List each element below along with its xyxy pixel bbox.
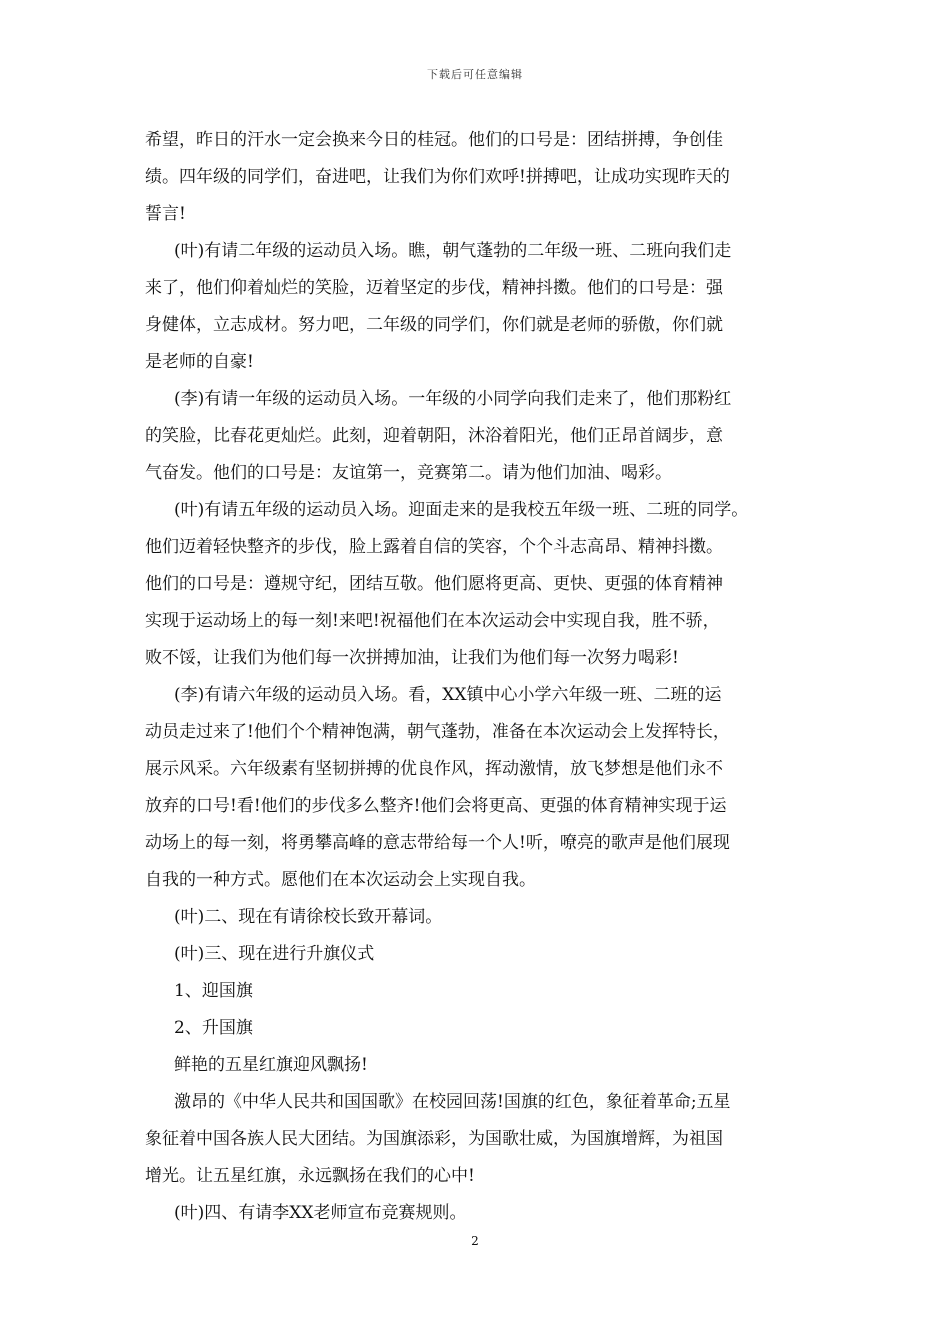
text-line: 鲜艳的五星红旗迎风飘扬! bbox=[174, 1055, 368, 1075]
text-line: 气奋发。他们的口号是：友谊第一，竞赛第二。请为他们加油、喝彩。 bbox=[145, 463, 672, 483]
text-line: 展示风采。六年级素有坚韧拼搏的优良作风，挥动激情，放飞梦想是他们永不 bbox=[145, 759, 723, 779]
text-line: 实现于运动场上的每一刻!来吧!祝福他们在本次运动会中实现自我，胜不骄， bbox=[145, 611, 720, 631]
text-line: 动场上的每一刻，将勇攀高峰的意志带给每一个人!听，嘹亮的歌声是他们展现 bbox=[145, 833, 730, 853]
text-line: 是老师的自豪! bbox=[145, 352, 254, 372]
page-number: 2 bbox=[471, 1234, 479, 1248]
text-line: 他们的口号是：遵规守纪，团结互敬。他们愿将更高、更快、更强的体育精神 bbox=[145, 574, 723, 594]
text-line: 动员走过来了!他们个个精神饱满，朝气蓬勃，准备在本次运动会上发挥特长， bbox=[145, 722, 730, 742]
text-line: 激昂的《中华人民共和国国歌》在校园回荡!国旗的红色，象征着革命;五星 bbox=[174, 1092, 731, 1112]
text-line: (李)有请一年级的运动员入场。一年级的小同学向我们走来了，他们那粉红 bbox=[174, 389, 732, 409]
text-line: (叶)四、有请李XX老师宣布竞赛规则。 bbox=[174, 1203, 467, 1223]
page-header: 下载后可任意编辑 bbox=[427, 68, 523, 81]
text-line: 自我的一种方式。愿他们在本次运动会上实现自我。 bbox=[145, 870, 536, 890]
text-line: (叶)三、现在进行升旗仪式 bbox=[174, 944, 375, 964]
text-line: 他们迈着轻快整齐的步伐，脸上露着自信的笑容，个个斗志高昂、精神抖擞。 bbox=[145, 537, 723, 557]
text-line: 身健体，立志成材。努力吧，二年级的同学们，你们就是老师的骄傲，你们就 bbox=[145, 315, 723, 335]
text-line: 象征着中国各族人民大团结。为国旗添彩，为国歌壮威，为国旗增辉，为祖国 bbox=[145, 1129, 723, 1149]
text-line: (李)有请六年级的运动员入场。看，XX镇中心小学六年级一班、二班的运 bbox=[174, 685, 722, 705]
text-line: 绩。四年级的同学们，奋进吧，让我们为你们欢呼!拼搏吧，让成功实现昨天的 bbox=[145, 167, 730, 187]
text-line: 来了，他们仰着灿烂的笑脸，迈着坚定的步伐，精神抖擞。他们的口号是：强 bbox=[145, 278, 723, 298]
text-line: 希望，昨日的汗水一定会换来今日的桂冠。他们的口号是：团结拼搏，争创佳 bbox=[145, 130, 723, 150]
text-line: (叶)有请二年级的运动员入场。瞧，朝气蓬勃的二年级一班、二班向我们走 bbox=[174, 241, 732, 261]
text-line: 1、迎国旗 bbox=[174, 981, 253, 1001]
text-line: 誓言! bbox=[145, 204, 186, 224]
text-line: 的笑脸，比春花更灿烂。此刻，迎着朝阳，沐浴着阳光，他们正昂首阔步，意 bbox=[145, 426, 723, 446]
text-line: 放弃的口号!看!他们的步伐多么整齐!他们会将更高、更强的体育精神实现于运 bbox=[145, 796, 727, 816]
text-line: 2、升国旗 bbox=[174, 1018, 253, 1038]
text-line: 败不馁，让我们为他们每一次拼搏加油，让我们为他们每一次努力喝彩! bbox=[145, 648, 679, 668]
text-line: (叶)有请五年级的运动员入场。迎面走来的是我校五年级一班、二班的同学。 bbox=[174, 500, 749, 520]
body-text bbox=[145, 122, 815, 1232]
text-line: 增光。让五星红旗，永远飘扬在我们的心中! bbox=[145, 1166, 475, 1186]
text-line: (叶)二、现在有请徐校长致开幕词。 bbox=[174, 907, 443, 927]
